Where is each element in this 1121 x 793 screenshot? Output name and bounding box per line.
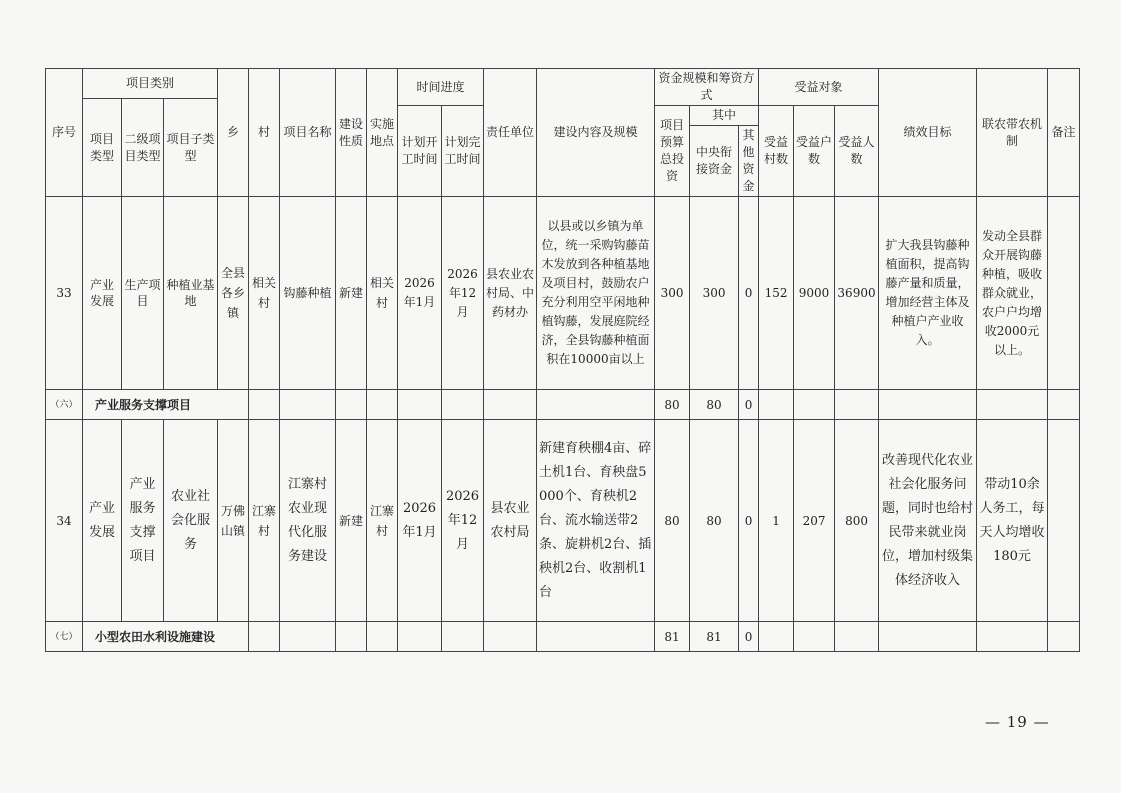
- header-ben-households: 受益户数: [794, 106, 835, 197]
- header-cat-sub: 项目子类型: [164, 99, 218, 197]
- header-row-1: [46, 69, 1080, 99]
- section-row: [46, 390, 1080, 420]
- row-cat-sub2: 产业服务支撑项目: [122, 420, 164, 622]
- section-row: [46, 622, 1080, 652]
- row-cat-type: 产业发展: [83, 197, 122, 390]
- header-end: 计划完工时间: [442, 106, 484, 197]
- header-cat-sub2: 二级项目类型: [122, 99, 164, 197]
- header-central: 中央衔接资金: [690, 126, 739, 197]
- header-other: 其他资金: [739, 126, 759, 197]
- header-among: 其中: [690, 106, 759, 126]
- header-town: 乡: [218, 69, 249, 197]
- row-budget: 300: [655, 197, 690, 390]
- header-start: 计划开工时间: [398, 106, 442, 197]
- row-location: 相关村: [367, 197, 398, 390]
- header-schedule: 时间进度: [398, 69, 484, 106]
- row-central: 300: [690, 197, 739, 390]
- row-project-name: 钩藤种植: [280, 197, 336, 390]
- section-label: 小型农田水利设施建设: [83, 622, 249, 652]
- section-label: 产业服务支撑项目: [83, 390, 249, 420]
- row-goal: 改善现代化农业社会化服务问题，同时也给村民带来就业岗位，增加村级集体经济收入: [879, 420, 977, 622]
- header-ben-villages: 受益村数: [759, 106, 794, 197]
- row-end: 2026年12月: [442, 420, 484, 622]
- row-cat-sub: 种植业基地: [164, 197, 218, 390]
- row-responsible: 县农业农村局: [484, 420, 537, 622]
- row-village: 相关村: [249, 197, 280, 390]
- row-central: 80: [690, 420, 739, 622]
- page-number: — 19 —: [985, 713, 1050, 731]
- header-mechanism: 联农带农机制: [977, 69, 1048, 197]
- row-cat-sub2: 生产项目: [122, 197, 164, 390]
- header-remark: 备注: [1048, 69, 1080, 197]
- header-project-name: 项目名称: [280, 69, 336, 197]
- header-location: 实施地点: [367, 69, 398, 197]
- section-central: 81: [690, 622, 739, 652]
- section-budget: 81: [655, 622, 690, 652]
- header-cat-type: 项目类型: [83, 99, 122, 197]
- header-nature: 建设性质: [336, 69, 367, 197]
- table-row: [46, 197, 1080, 390]
- project-table: [45, 68, 1080, 652]
- row-responsible: 县农业农村局、中药材办: [484, 197, 537, 390]
- row-project-name: 江寨村农业现代化服务建设: [280, 420, 336, 622]
- row-start: 2026年1月: [398, 420, 442, 622]
- row-cat-type: 产业发展: [83, 420, 122, 622]
- section-budget: 80: [655, 390, 690, 420]
- row-ben-villages: 152: [759, 197, 794, 390]
- row-village: 江寨村: [249, 420, 280, 622]
- row-seq: 34: [46, 420, 83, 622]
- section-index: （七）: [46, 622, 83, 652]
- header-village: 村: [249, 69, 280, 197]
- header-content: 建设内容及规模: [537, 69, 655, 197]
- section-index: （六）: [46, 390, 83, 420]
- row-content: 新建育秧棚4亩、碎土机1台、育秧盘5000个、育秧机2台、流水输送带2条、旋耕机2台、插秧机2台、收割机1台: [537, 420, 655, 622]
- row-remark: [1048, 420, 1080, 622]
- row-mechanism: 带动10余人务工，每天人均增收180元: [977, 420, 1048, 622]
- row-town: 万佛山镇: [218, 420, 249, 622]
- row-nature: 新建: [336, 197, 367, 390]
- row-town: 全县各乡镇: [218, 197, 249, 390]
- table-row: [46, 420, 1080, 622]
- header-category: 项目类别: [83, 69, 218, 99]
- section-other: 0: [739, 390, 759, 420]
- row-seq: 33: [46, 197, 83, 390]
- row-budget: 80: [655, 420, 690, 622]
- header-responsible: 责任单位: [484, 69, 537, 197]
- row-ben-villages: 1: [759, 420, 794, 622]
- row-cat-sub: 农业社会化服务: [164, 420, 218, 622]
- row-remark: [1048, 197, 1080, 390]
- row-ben-households: 9000: [794, 197, 835, 390]
- row-start: 2026年1月: [398, 197, 442, 390]
- header-funds: 资金规模和筹资方式: [655, 69, 759, 106]
- header-budget: 项目预算总投资: [655, 106, 690, 197]
- row-nature: 新建: [336, 420, 367, 622]
- header-seq: 序号: [46, 69, 83, 197]
- row-location: 江寨村: [367, 420, 398, 622]
- row-ben-people: 800: [835, 420, 879, 622]
- row-ben-people: 36900: [835, 197, 879, 390]
- header-ben-people: 受益人数: [835, 106, 879, 197]
- section-central: 80: [690, 390, 739, 420]
- header-goal: 绩效目标: [879, 69, 977, 197]
- row-goal: 扩大我县钩藤种植面积，提高钩藤产量和质量，增加经营主体及种植户产业收入。: [879, 197, 977, 390]
- header-beneficiaries: 受益对象: [759, 69, 879, 106]
- row-ben-households: 207: [794, 420, 835, 622]
- row-content: 以县或以乡镇为单位，统一采购钩藤苗木发放到各种植基地及项目村，鼓励农户充分利用空平闲地种植钩藤，发展庭院经济，全县钩藤种植面积在10000亩以上: [537, 197, 655, 390]
- row-mechanism: 发动全县群众开展钩藤种植，吸收群众就业，农户户均增收2000元以上。: [977, 197, 1048, 390]
- section-other: 0: [739, 622, 759, 652]
- row-end: 2026年12月: [442, 197, 484, 390]
- row-other: 0: [739, 420, 759, 622]
- row-other: 0: [739, 197, 759, 390]
